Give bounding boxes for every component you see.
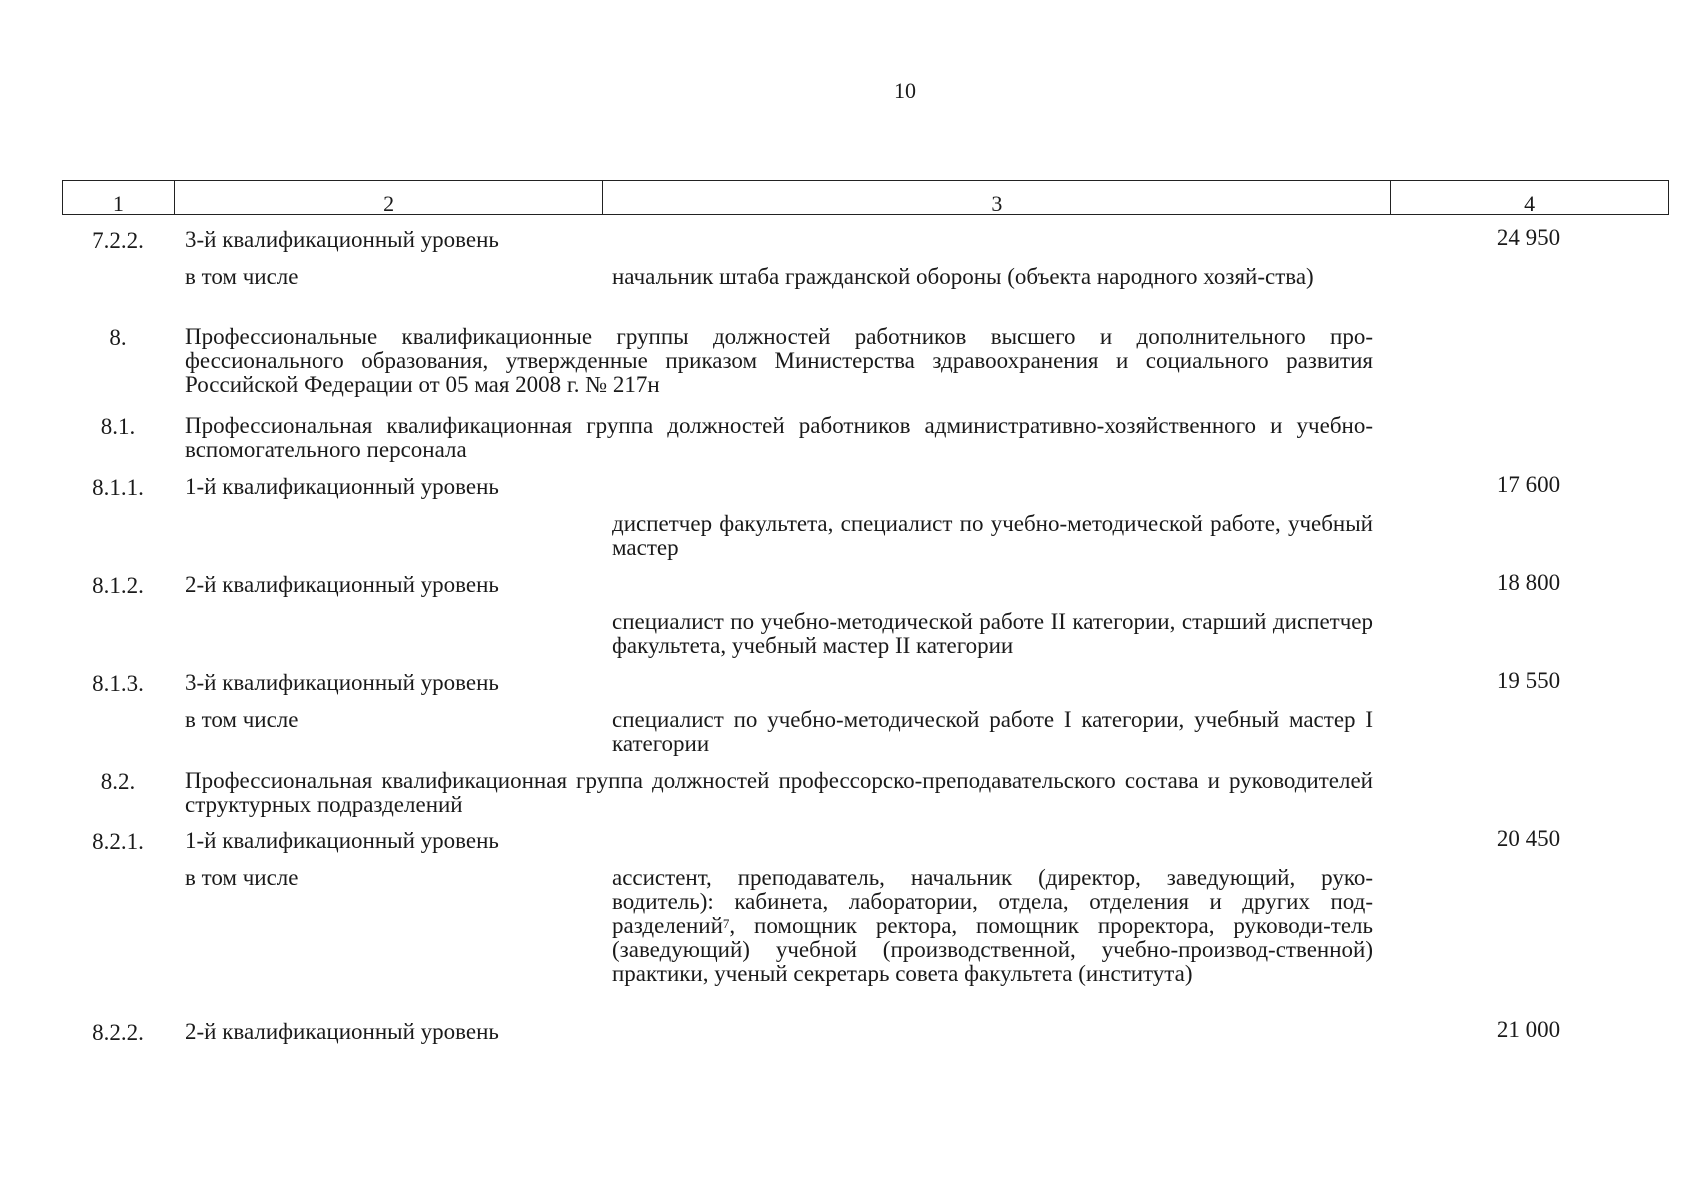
row-number: 8.1.3. xyxy=(92,671,144,696)
row-positions: специалист по учебно-методической работе II категории, старший диспетчер факультета, учебный мастер II категории xyxy=(612,609,1373,658)
page-number: 10 xyxy=(894,78,916,103)
row-positions xyxy=(612,866,1373,986)
row-title: 2-й квалификационный уровень xyxy=(185,1019,499,1044)
row-salary: 24 950 xyxy=(1496,225,1561,250)
row-title: 1-й квалификационный уровень xyxy=(185,828,499,853)
positions-text-part-1: ассистент, преподаватель, начальник (директор, заведующий, руко-водитель): кабинета, лаборатории, отдела, отделения и других под-разделений xyxy=(612,865,1373,938)
row-salary: 20 450 xyxy=(1496,826,1561,851)
row-number: 8.1.1. xyxy=(92,475,144,500)
row-title: в том числе xyxy=(185,707,299,732)
column-header-2: 2 xyxy=(175,181,603,214)
row-number: 8.1. xyxy=(100,414,136,439)
row-number: 8. xyxy=(109,325,127,350)
row-number: 8.2. xyxy=(100,769,136,794)
row-salary: 21 000 xyxy=(1496,1017,1561,1042)
row-number: 7.2.2. xyxy=(92,228,144,253)
footnote-marker: 7 xyxy=(722,916,730,931)
row-title: 1-й квалификационный уровень xyxy=(185,474,499,499)
row-number: 8.2.2. xyxy=(92,1020,144,1045)
row-salary: 19 550 xyxy=(1496,668,1561,693)
row-positions: диспетчер факультета, специалист по учебно-методической работе, учебный мастер xyxy=(612,511,1373,560)
column-header-1: 1 xyxy=(63,181,175,214)
row-positions: начальник штаба гражданской обороны (объекта народного хозяй-ства) xyxy=(612,264,1314,289)
row-title: Профессиональная квалификационная группа должностей работников административно-хозяйственного и учебно-вспомогательного персонала xyxy=(185,413,1373,462)
row-title: в том числе xyxy=(185,865,299,890)
column-header-3: 3 xyxy=(603,181,1391,214)
row-title: в том числе xyxy=(185,264,299,289)
row-title: 3-й квалификационный уровень xyxy=(185,670,499,695)
positions-text-part-2: , помощник ректора, помощник проректора, руководи-тель (заведующий) учебной (производственной, учебно-производ-ственной) практики, ученый секретарь совета факультета (института) xyxy=(612,913,1373,986)
table-header xyxy=(62,180,1669,215)
row-salary: 17 600 xyxy=(1496,472,1561,497)
row-positions: специалист по учебно-методической работе I категории, учебный мастер I категории xyxy=(612,707,1373,756)
row-number: 8.1.2. xyxy=(92,573,144,598)
column-header-4: 4 xyxy=(1524,191,1536,216)
row-title: Профессиональные квалификационные группы должностей работников высшего и дополнительного про-фессионального образования, утвержденные приказом Министерства здравоохранения и социального развития Российской Федерации от 05 мая 2008 г. № 217н xyxy=(185,324,1373,397)
row-number: 8.2.1. xyxy=(92,829,144,854)
row-title: Профессиональная квалификационная группа должностей профессорско-преподавательского состава и руководителей структурных подразделений xyxy=(185,768,1373,817)
row-title: 2-й квалификационный уровень xyxy=(185,572,499,597)
row-title: 3-й квалификационный уровень xyxy=(185,227,499,252)
row-salary: 18 800 xyxy=(1496,570,1561,595)
